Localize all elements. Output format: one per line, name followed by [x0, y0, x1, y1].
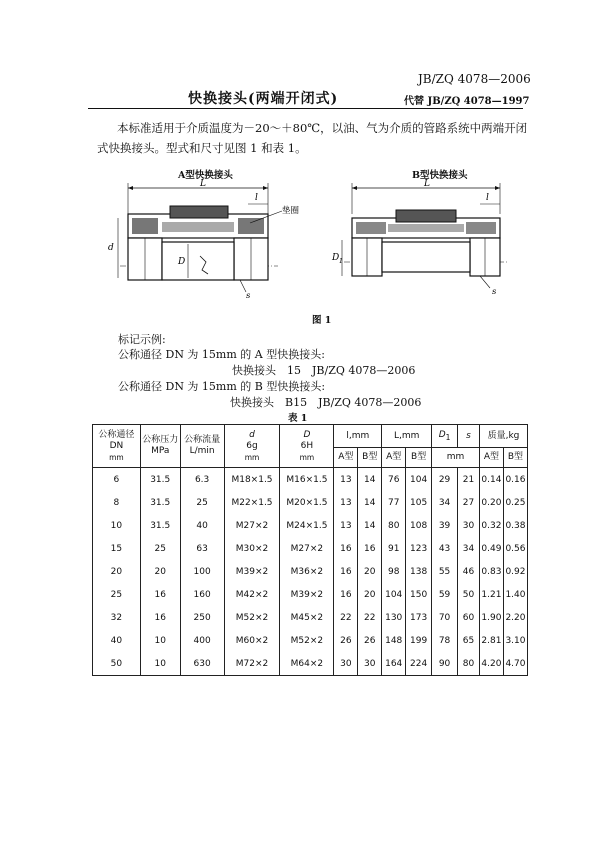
table-cell: 55 [432, 560, 458, 583]
table-cell: M60×2 [224, 629, 280, 652]
table-cell: 173 [406, 606, 432, 629]
table-cell: M20×1.5 [280, 491, 334, 514]
table-cell: 130 [382, 606, 406, 629]
table-cell: 15 [93, 537, 141, 560]
table-cell: 65 [458, 629, 480, 652]
dim-l-label-b: l [486, 193, 489, 203]
table-cell: 10 [93, 514, 141, 537]
table-cell: 4.70 [503, 652, 527, 676]
marking-examples-heading: 标记示例: [118, 333, 166, 346]
table-cell: 0.14 [479, 468, 503, 492]
table-cell: 8 [93, 491, 141, 514]
table-cell: 16 [334, 560, 358, 583]
table-cell: 1.90 [479, 606, 503, 629]
table-cell: M27×2 [280, 537, 334, 560]
replaces-standard: 代替 JB/ZQ 4078—1997 [404, 96, 530, 107]
table-cell: 77 [382, 491, 406, 514]
table-cell: 104 [382, 583, 406, 606]
table-cell: 25 [180, 491, 224, 514]
table-row [93, 560, 528, 583]
dim-L-label-b: L [424, 179, 430, 189]
table-cell: 91 [382, 537, 406, 560]
table-cell: 16 [334, 537, 358, 560]
dimension-table [92, 424, 528, 676]
table-cell: 199 [406, 629, 432, 652]
table-cell: 0.32 [479, 514, 503, 537]
table-cell: 224 [406, 652, 432, 676]
table-cell: M22×1.5 [224, 491, 280, 514]
figure-caption-type-a: A型快换接头 [178, 170, 233, 181]
type-a-coupling-drawing [100, 178, 305, 303]
table-cell: 16 [140, 606, 180, 629]
table-cell: 78 [432, 629, 458, 652]
table-body [93, 468, 528, 676]
table-cell: 16 [358, 537, 382, 560]
table-cell: 123 [406, 537, 432, 560]
table-cell: 60 [458, 606, 480, 629]
table-cell: 30 [334, 652, 358, 676]
table-cell: 100 [180, 560, 224, 583]
table-cell: 0.20 [479, 491, 503, 514]
table-cell: M36×2 [280, 560, 334, 583]
table-cell: 16 [140, 583, 180, 606]
table-cell: 2.20 [503, 606, 527, 629]
table-cell: M64×2 [280, 652, 334, 676]
header-L-a: A型 [382, 448, 406, 468]
table-row [93, 491, 528, 514]
table-cell: 34 [458, 537, 480, 560]
table-row [93, 537, 528, 560]
dim-L-label: L [200, 179, 206, 189]
table-cell: 27 [458, 491, 480, 514]
table-row [93, 583, 528, 606]
table-cell: 1.21 [479, 583, 503, 606]
table-cell: 150 [406, 583, 432, 606]
header-d: d 6g mm [224, 425, 280, 468]
table-cell: 31.5 [140, 491, 180, 514]
table-cell: M30×2 [224, 537, 280, 560]
figure-number: 图 1 [312, 315, 332, 326]
header-L: L,mm [382, 425, 432, 448]
table-cell: 164 [382, 652, 406, 676]
figure-caption-type-b: B型快换接头 [412, 170, 468, 181]
table-row [93, 468, 528, 492]
table-cell: M72×2 [224, 652, 280, 676]
example-b-description: 公称通径 DN 为 15mm 的 B 型快换接头: [118, 380, 326, 393]
table-cell: M24×1.5 [280, 514, 334, 537]
table-cell: 34 [432, 491, 458, 514]
table-cell: 14 [358, 491, 382, 514]
table-row [93, 606, 528, 629]
table-cell: 80 [458, 652, 480, 676]
table-cell: 0.16 [503, 468, 527, 492]
table-cell: 50 [458, 583, 480, 606]
standard-number: JB/ZQ 4078—2006 [418, 72, 531, 86]
table-cell: 26 [358, 629, 382, 652]
table-cell: 2.81 [479, 629, 503, 652]
table-cell: 4.20 [479, 652, 503, 676]
table-cell: 0.38 [503, 514, 527, 537]
dim-s-label-b: s [492, 287, 497, 297]
table-cell: 20 [358, 560, 382, 583]
table-cell: M27×2 [224, 514, 280, 537]
header-mass-b: B型 [503, 448, 527, 468]
table-cell: M39×2 [280, 583, 334, 606]
table-cell: 32 [93, 606, 141, 629]
table-cell: 10 [140, 629, 180, 652]
table-cell: M42×2 [224, 583, 280, 606]
table-cell: 14 [358, 468, 382, 492]
header-unit-mm: mm [432, 448, 480, 468]
header-s: s [458, 425, 480, 448]
header-D: D 6H mm [280, 425, 334, 468]
table-cell: 0.56 [503, 537, 527, 560]
example-a-description: 公称通径 DN 为 15mm 的 A 型快换接头: [118, 348, 325, 361]
header-rule [88, 108, 523, 109]
header-mass: 质量,kg [479, 425, 527, 448]
dim-D1-sub: 1 [339, 258, 343, 265]
table-cell: 14 [358, 514, 382, 537]
header-l-a: A型 [334, 448, 358, 468]
table-cell: 148 [382, 629, 406, 652]
table-cell: 6.3 [180, 468, 224, 492]
table-cell: 31.5 [140, 514, 180, 537]
table-cell: 31.5 [140, 468, 180, 492]
table-cell: 26 [334, 629, 358, 652]
table-cell: 70 [432, 606, 458, 629]
table-cell: 80 [382, 514, 406, 537]
table-cell: 98 [382, 560, 406, 583]
table-row [93, 514, 528, 537]
table-cell: 0.92 [503, 560, 527, 583]
table-cell: 40 [180, 514, 224, 537]
dim-l-label: l [255, 193, 258, 203]
header-mass-a: A型 [479, 448, 503, 468]
table-row [93, 629, 528, 652]
table-cell: 0.49 [479, 537, 503, 560]
table-cell: M39×2 [224, 560, 280, 583]
table-row [93, 652, 528, 676]
table-cell: 13 [334, 468, 358, 492]
table-cell: 20 [93, 560, 141, 583]
table-cell: 20 [358, 583, 382, 606]
table-cell: 3.10 [503, 629, 527, 652]
intro-paragraph: 本标准适用于介质温度为－20～＋80℃，以油、气为介质的管路系统中两端开闭式快换接头。型式和尺寸见图 1 和表 1。 [97, 121, 528, 155]
table-cell: 46 [458, 560, 480, 583]
table-cell: 21 [458, 468, 480, 492]
table-cell: 1.40 [503, 583, 527, 606]
table-cell: 16 [334, 583, 358, 606]
table-cell: M45×2 [280, 606, 334, 629]
table-cell: 30 [358, 652, 382, 676]
table-caption: 表 1 [288, 413, 308, 424]
header-D1: $D_1$ [432, 425, 458, 448]
dim-s-label: s [246, 291, 251, 301]
dim-D-label: D [178, 257, 186, 267]
table-cell: 6 [93, 468, 141, 492]
dim-d-label: d [108, 243, 114, 253]
table-cell: 25 [140, 537, 180, 560]
table-cell: 22 [334, 606, 358, 629]
table-cell: M16×1.5 [280, 468, 334, 492]
table-cell: 30 [458, 514, 480, 537]
table-cell: 105 [406, 491, 432, 514]
table-cell: 20 [140, 560, 180, 583]
header-l-b: B型 [358, 448, 382, 468]
header-flow: 公称流量 L/min [180, 425, 224, 468]
table-cell: 29 [432, 468, 458, 492]
table-cell: 13 [334, 514, 358, 537]
table-cell: 59 [432, 583, 458, 606]
table-cell: 43 [432, 537, 458, 560]
table-cell: 90 [432, 652, 458, 676]
header-pressure: 公称压力 MPa [140, 425, 180, 468]
table-cell: 250 [180, 606, 224, 629]
table-cell: 25 [93, 583, 141, 606]
table-cell: M52×2 [224, 606, 280, 629]
header-l: l,mm [334, 425, 382, 448]
table-cell: 160 [180, 583, 224, 606]
table-cell: 108 [406, 514, 432, 537]
header-dn: 公称通径 DN mm [93, 425, 141, 468]
example-a-marking: 快换接头 15 JB/ZQ 4078—2006 [232, 364, 416, 377]
example-b-marking: 快换接头 B15 JB/ZQ 4078—2006 [230, 396, 422, 409]
table-cell: 10 [140, 652, 180, 676]
table-cell: 39 [432, 514, 458, 537]
table-cell: 104 [406, 468, 432, 492]
dim-D1-label: D [332, 253, 340, 263]
table-cell: 400 [180, 629, 224, 652]
table-cell: 22 [358, 606, 382, 629]
table-cell: 138 [406, 560, 432, 583]
table-cell: 40 [93, 629, 141, 652]
document-title: 快换接头(两端开闭式) [188, 91, 339, 107]
table-cell: M18×1.5 [224, 468, 280, 492]
table-cell: M52×2 [280, 629, 334, 652]
table-cell: 630 [180, 652, 224, 676]
type-b-coupling-drawing [330, 178, 520, 303]
gasket-label: 垫圈 [282, 206, 300, 216]
table-cell: 0.25 [503, 491, 527, 514]
table-cell: 0.83 [479, 560, 503, 583]
table-cell: 13 [334, 491, 358, 514]
table-cell: 76 [382, 468, 406, 492]
table-cell: 63 [180, 537, 224, 560]
header-L-b: B型 [406, 448, 432, 468]
table-cell: 50 [93, 652, 141, 676]
